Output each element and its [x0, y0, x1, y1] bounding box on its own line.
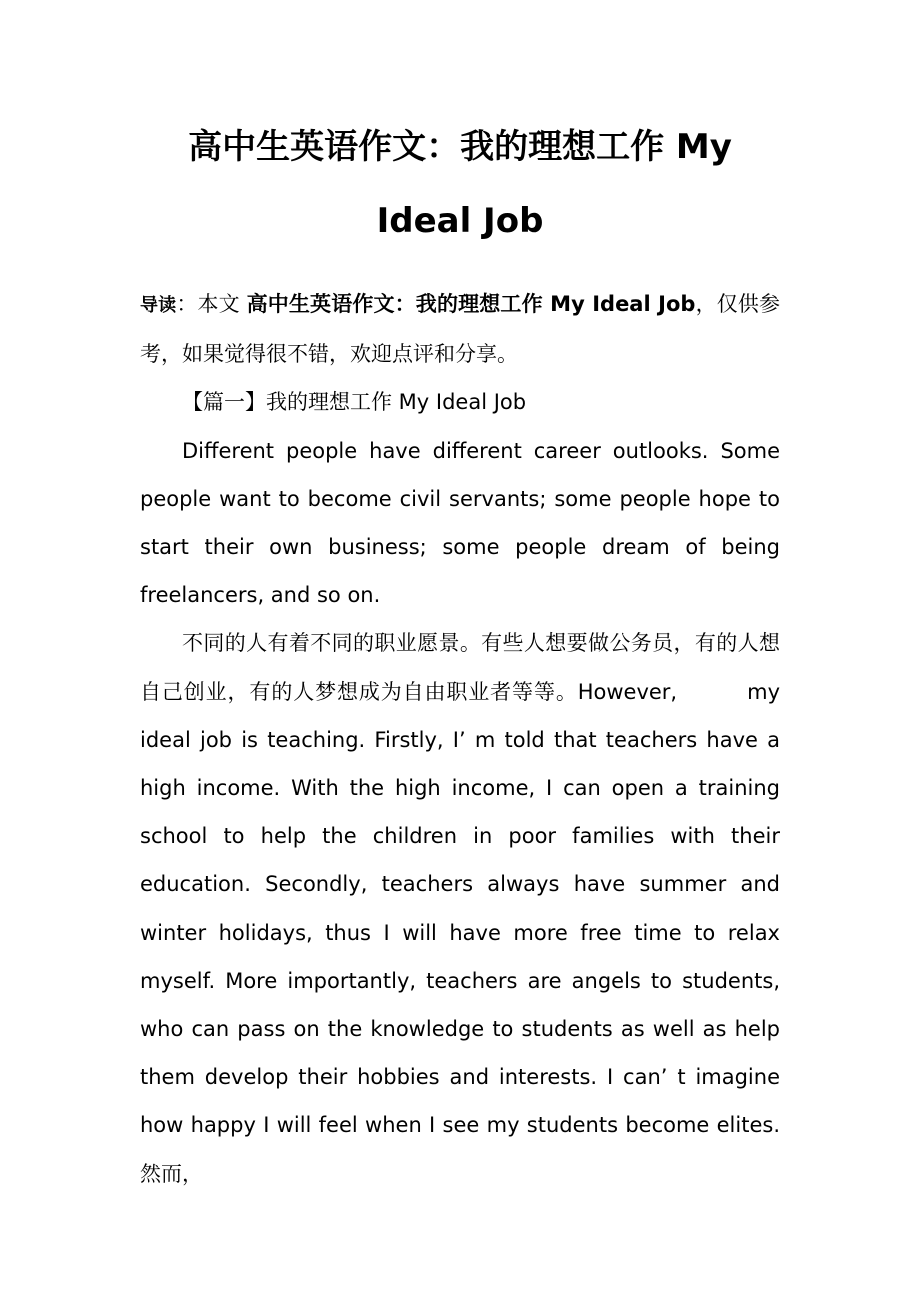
paragraph-mixed: [140, 619, 780, 1197]
paragraph-mixed-chinese: 不同的人有着不同的职业愿景。有些人想要做公务员，有的人想自己创业，有的人梦想成为自由职业者等等。However,: [140, 631, 780, 704]
intro-title-ref: 高中生英语作文：我的理想工作 My Ideal Job: [246, 292, 696, 316]
document-title: 高中生英语作文：我的理想工作 My Ideal Job: [188, 127, 732, 241]
document-body: [140, 280, 780, 1198]
paragraph-english: Different people have different career outlooks. Some people want to become civil servants; some people hope to start their own business; some people dream of being freelancers, and so on.: [140, 438, 780, 608]
intro-text-after: ，仅供参考，如果觉得很不错，欢迎点评和分享。: [140, 292, 781, 367]
intro-label: 导读: [140, 295, 177, 316]
section-heading: 【篇一】我的理想工作 My Ideal Job: [182, 390, 527, 415]
paragraph-mixed-english: my ideal job is teaching. Firstly, I’ m told that teachers have a high income. With the high income, I can open a training school to help the children in poor families with their education. Secondly, teachers always have summer and winter holidays, thus I will have more free time to relax myself. More importantly, teachers are angels to students, who can pass on the knowledge to students as well as help them develop their hobbies and interests. I can’ t imagine how happy I will feel when I see my students become elites.: [140, 679, 780, 1138]
intro-colon: ：: [176, 292, 198, 316]
intro-paragraph: [140, 280, 780, 378]
paragraph-mixed-tail: 然而，: [140, 1161, 203, 1186]
intro-text-before: 本文: [197, 292, 247, 316]
